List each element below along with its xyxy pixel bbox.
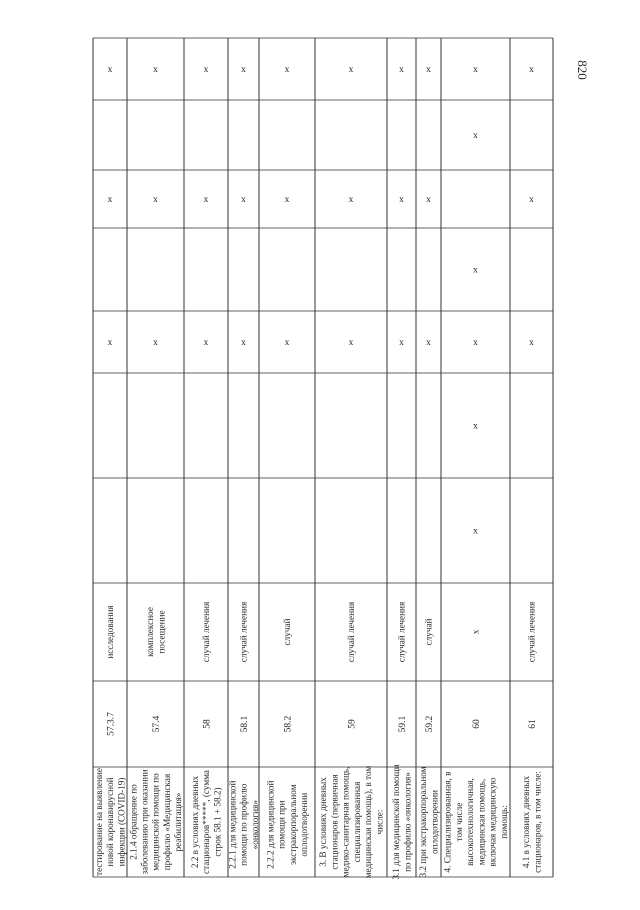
table-cell: x [473, 421, 478, 432]
table-cell: x [348, 65, 354, 75]
row-code [202, 719, 212, 729]
row-name [128, 769, 183, 874]
row-unit-line: случай лечения [238, 601, 249, 663]
row-name-line: по профилю «онкология» [402, 772, 413, 872]
row-code [152, 715, 162, 732]
row-code-line: 57.3.7 [106, 712, 117, 736]
row-name [94, 768, 126, 876]
table-cell: x [529, 338, 534, 348]
table-cell: x [348, 195, 354, 205]
row-name [418, 766, 439, 877]
table-cell: x [284, 195, 290, 205]
table-cell: x [426, 65, 431, 75]
row-name-line: помощь: [498, 805, 509, 839]
row-unit-line: случай лечения [526, 601, 537, 663]
table-cell: x [473, 338, 478, 348]
row-name-line: включая медицинскую [487, 777, 498, 867]
row-code [106, 712, 116, 736]
table-cell: x [153, 195, 158, 205]
row-name-line: заболеванию при оказании [139, 769, 150, 875]
table-grid [93, 38, 553, 880]
table-cell: x [399, 338, 404, 348]
row-name-line: 2.2 в условиях дневных [189, 775, 200, 869]
row-unit-line: x [470, 629, 481, 635]
row-code [472, 719, 482, 729]
row-code [528, 719, 538, 729]
row-name-line: стационаров (первичная [329, 774, 340, 870]
row-code [283, 715, 293, 732]
row-name-line: помощи по профилю [238, 783, 249, 866]
row-unit-line: исследования [105, 605, 116, 659]
row-unit [346, 601, 356, 662]
row-unit [471, 629, 481, 634]
table-cell: x [473, 526, 478, 537]
row-name [391, 764, 412, 879]
row-unit-line: случай [282, 618, 293, 646]
row-code-line: 58 [202, 719, 213, 729]
row-name-line: 2.1.4 обращение по [128, 784, 139, 860]
row-code-line: 61 [527, 719, 538, 729]
row-code-line: 59.2 [424, 715, 435, 733]
row-name-line: 2.2.2 для медицинской [265, 780, 276, 869]
table-cell: x [399, 65, 404, 75]
table-cell: x [107, 195, 113, 205]
row-name-line: «онкология» [249, 800, 260, 850]
row-unit [105, 605, 115, 659]
row-name-line: инфекции (COVID-19) [116, 777, 127, 867]
row-code [240, 715, 250, 732]
page-number: 820 [575, 60, 590, 80]
row-name [521, 771, 542, 873]
row-name-line: тестирование на выявление [93, 768, 104, 876]
row-code [425, 715, 435, 732]
row-name-line: новой коронавирусной [105, 777, 116, 867]
row-code-line: 60 [471, 719, 482, 729]
row-name [265, 781, 309, 869]
row-code-line: 59 [347, 719, 358, 729]
row-unit-line: случай [423, 618, 434, 646]
row-unit [424, 618, 434, 645]
table-cell: x [241, 338, 246, 348]
table-cell: x [529, 195, 534, 205]
row-name [190, 770, 222, 874]
row-name-line: стационаров*****, (сумма [201, 770, 212, 874]
row-name-line: экстракорпоральном [287, 784, 298, 865]
row-unit-line: комплексное [145, 607, 156, 657]
row-name-line: 4. Специализированная, в [442, 771, 453, 873]
row-unit [527, 601, 537, 662]
table-cell: x [284, 338, 290, 348]
row-code-line: 59.1 [397, 715, 408, 733]
table-cell: x [473, 65, 478, 75]
table-cell: x [284, 65, 290, 75]
row-name-line: числе: [374, 809, 385, 835]
table-cell: x [153, 338, 158, 348]
table-content [94, 65, 542, 880]
row-unit [201, 601, 211, 662]
row-name-line: 3. В условиях дневных [318, 777, 329, 867]
table-cell: x [529, 65, 534, 75]
table-cell: x [473, 131, 478, 141]
row-code-line: 58.1 [239, 715, 250, 733]
row-name [227, 781, 259, 869]
row-name-line: специализированная [351, 781, 362, 863]
row-name [318, 766, 384, 879]
table-cell: x [241, 65, 246, 75]
row-unit [145, 607, 166, 657]
table-cell: x [473, 265, 478, 276]
row-code [347, 719, 357, 729]
row-code [398, 715, 408, 732]
row-name-line: профилю «Медицинская [161, 773, 172, 871]
table-cell: x [426, 338, 431, 348]
row-unit-line: случай лечения [396, 601, 407, 663]
table-cell: x [241, 195, 246, 205]
table-cell: x [153, 65, 158, 75]
row-unit-line: случай лечения [346, 601, 357, 663]
row-unit-line: посещение [156, 610, 167, 654]
row-name-line: стационаров, в том числе: [532, 771, 543, 873]
row-name [443, 771, 509, 873]
row-name-line: 4.1 в условиях дневных [521, 775, 532, 869]
table-cell: x [107, 338, 113, 348]
table-cell: x [426, 195, 431, 205]
row-name-line: оплодотворении [429, 790, 440, 854]
table-cell: x [203, 195, 209, 205]
row-name-line: помощи при [276, 800, 287, 849]
row-unit-line: случай лечения [201, 601, 212, 663]
table-cell: x [203, 338, 209, 348]
row-name-line: строк 58.1 + 58.2) [212, 787, 223, 857]
row-name-line: медико-санитарная помощь, [340, 766, 351, 878]
row-name-line: том числе [453, 802, 464, 842]
row-code-line: 58.2 [283, 715, 294, 733]
row-unit [397, 601, 407, 662]
table-cell: x [348, 338, 354, 348]
row-name-line: медицинская помощь), в том [363, 765, 374, 879]
table-cell: x [203, 65, 209, 75]
row-name-line: медицинская помощь, [476, 778, 487, 866]
row-name-line: 3.2 при экстракорпоральном [418, 766, 429, 878]
row-name-line: 2.2.1 для медицинской [227, 780, 238, 869]
row-name-line: высокотехнологичная, [465, 778, 476, 866]
table-cell: x [107, 65, 113, 75]
row-name-line: реабилитация» [173, 792, 184, 852]
row-name-line: медицинской помощи по [150, 773, 161, 871]
row-name-line: 3.1 для медицинской помощи [391, 764, 402, 880]
table-cell: x [399, 195, 404, 205]
row-unit [282, 618, 292, 645]
row-name-line: оплодотворении [299, 792, 310, 857]
row-unit [239, 601, 249, 662]
row-code-line: 57.4 [151, 715, 162, 733]
